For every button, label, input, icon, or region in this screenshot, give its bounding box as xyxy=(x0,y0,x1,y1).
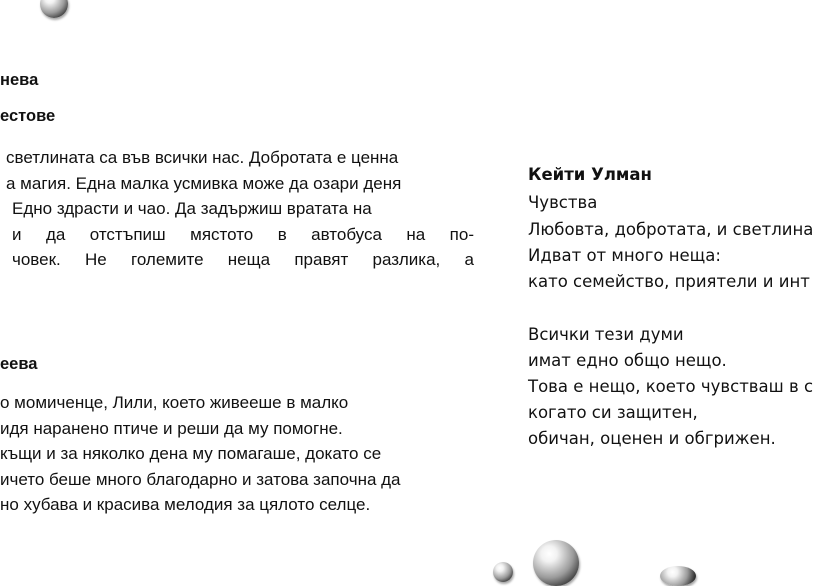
paragraph-line: светлината са във всички нас. Добротата е ценна xyxy=(6,148,399,167)
section1-paragraph xyxy=(6,145,474,273)
paragraph-line: а магия. Една малка усмивка може да озари деня xyxy=(6,173,402,193)
water-drop-icon xyxy=(493,562,513,582)
poem-author: Кейти Улман xyxy=(528,165,652,184)
poem-line: когато си защитен, xyxy=(528,403,698,422)
paragraph-line: Едно здрасти и чао. Да задържиш вратата на xyxy=(12,199,372,219)
paragraph-line: идя наранено птиче и реши да му помогне. xyxy=(0,418,343,438)
section1-author: нева xyxy=(0,71,39,89)
poem-line: като семейство, приятели и инт xyxy=(528,272,810,291)
poem-line: Всички тези думи xyxy=(528,325,684,344)
section2-paragraph xyxy=(0,390,401,518)
poem-line: имат едно общо нещо. xyxy=(528,351,727,370)
poem-line: Идват от много неща: xyxy=(528,246,721,265)
paragraph-line: о момиченце, Лили, което живееше в малко xyxy=(0,393,349,412)
section2-author: еева xyxy=(0,355,38,373)
paragraph-line: човек. Не големите неща правят разлика, а xyxy=(12,250,474,270)
paragraph-line: къщи и за няколко дена му помагаше, докато се xyxy=(0,444,382,464)
poem-line: Любовта, добротата, и светлина xyxy=(528,220,814,239)
poem-title: Чувства xyxy=(528,193,598,212)
section1-title: естове xyxy=(0,107,56,125)
paragraph-line: ичето беше много благодарно и затова започна да xyxy=(0,469,401,489)
poem-line: обичан, оценен и обгрижен. xyxy=(528,429,776,448)
paragraph-line: но хубава и красива мелодия за цялото селце. xyxy=(0,495,371,515)
poem-line: Това е нещо, което чувстваш в с xyxy=(528,377,814,396)
paragraph-line: и да отстъпиш мястото в автобуса на по- xyxy=(12,224,474,244)
right-column xyxy=(528,0,825,575)
